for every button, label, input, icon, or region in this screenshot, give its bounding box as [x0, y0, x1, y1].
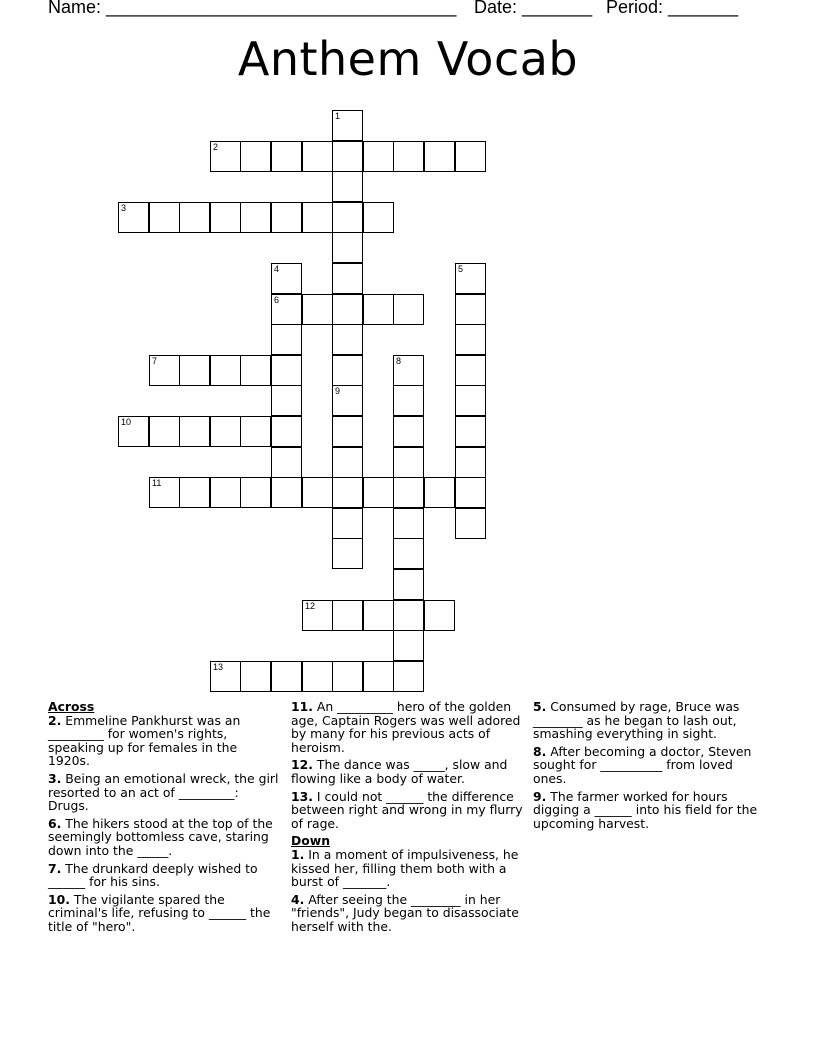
crossword-cell[interactable] [393, 294, 424, 325]
clue-number: 8 [396, 356, 402, 366]
clue-number: 3 [121, 203, 127, 213]
crossword-cell[interactable] [179, 355, 210, 386]
crossword-cell[interactable] [393, 508, 424, 539]
crossword-cell[interactable] [302, 477, 333, 508]
crossword-cell[interactable] [271, 324, 302, 355]
clue-number-label: 6. [48, 815, 62, 831]
crossword-cell[interactable] [332, 263, 363, 294]
clue-text: After seeing the ________ in her "friends", Judy began to disassociate herself with the. [291, 891, 519, 934]
crossword-cell[interactable] [271, 385, 302, 416]
crossword-cell[interactable] [271, 355, 302, 386]
crossword-cell[interactable] [271, 263, 302, 294]
clue-item [291, 758, 523, 785]
crossword-cell[interactable] [455, 263, 486, 294]
clue-item [48, 893, 280, 934]
crossword-cell[interactable] [455, 477, 486, 508]
clue-item [48, 817, 280, 858]
crossword-cell[interactable] [332, 600, 363, 631]
crossword-cell[interactable] [271, 202, 302, 233]
clue-text: Consumed by rage, Bruce was ________ as he began to lash out, smashing everything in sight. [533, 699, 740, 742]
across-heading: Across [48, 699, 95, 714]
clues-column-1 [48, 700, 280, 938]
name-field-label: Name: ___________________________________ [48, 0, 457, 17]
clue-number: 5 [458, 264, 464, 274]
down-heading: Down [291, 833, 331, 849]
crossword-cell[interactable] [210, 355, 241, 386]
clue-number-label: 1. [291, 846, 305, 862]
crossword-cell[interactable] [393, 630, 424, 661]
clue-number-label: 2. [48, 712, 62, 728]
crossword-cell[interactable] [179, 202, 210, 233]
crossword-cell[interactable] [332, 171, 363, 202]
clue-item [291, 848, 523, 889]
crossword-cell[interactable] [302, 141, 333, 172]
clue-number-label: 9. [533, 788, 547, 804]
crossword-cell[interactable] [424, 141, 455, 172]
crossword-cell[interactable] [393, 355, 424, 386]
crossword-cell[interactable] [179, 477, 210, 508]
crossword-cell[interactable] [210, 477, 241, 508]
clue-number-label: 3. [48, 770, 62, 786]
crossword-cell[interactable] [332, 110, 363, 141]
clue-number: 12 [305, 601, 316, 611]
page-title: Anthem Vocab [237, 32, 579, 86]
clue-item [48, 714, 280, 768]
crossword-cell[interactable] [455, 324, 486, 355]
crossword-cell[interactable] [393, 477, 424, 508]
crossword-cell[interactable] [149, 416, 180, 447]
crossword-cell[interactable] [332, 232, 363, 263]
crossword-cell[interactable] [363, 661, 394, 692]
clue-text: The vigilante spared the criminal's life, refusing to ______ the title of "hero". [48, 891, 271, 934]
crossword-cell[interactable] [240, 355, 271, 386]
date-field-label: Date: _______ [474, 0, 593, 17]
clue-number-label: 5. [533, 699, 547, 714]
crossword-cell[interactable] [149, 202, 180, 233]
crossword-cell[interactable] [393, 141, 424, 172]
crossword-cell[interactable] [271, 447, 302, 478]
clue-number: 2 [213, 142, 219, 152]
clue-item [533, 790, 765, 831]
crossword-cell[interactable] [179, 416, 210, 447]
crossword-cell[interactable] [393, 538, 424, 569]
clue-text: The farmer worked for hours digging a ______ into his field for the upcoming harvest. [533, 788, 758, 831]
crossword-cell[interactable] [455, 294, 486, 325]
clues-column-2 [291, 700, 523, 938]
crossword-cell[interactable] [240, 477, 271, 508]
clue-number: 10 [121, 417, 132, 427]
clue-number: 9 [335, 386, 341, 396]
crossword-cell[interactable] [332, 477, 363, 508]
crossword-cell[interactable] [363, 202, 394, 233]
clue-text: I could not ______ the difference between right and wrong in my flurry of rage. [291, 788, 523, 831]
crossword-cell[interactable] [393, 600, 424, 631]
crossword-cell[interactable] [332, 355, 363, 386]
clue-item [533, 745, 765, 786]
crossword-cell[interactable] [455, 355, 486, 386]
crossword-cell[interactable] [393, 447, 424, 478]
clue-number: 11 [152, 478, 162, 488]
clue-text: The hikers stood at the top of the seemingly bottomless cave, staring down into the _____. [48, 815, 273, 858]
crossword-cell[interactable] [332, 447, 363, 478]
clue-text: In a moment of impulsiveness, he kissed her, filling them both with a burst of _______. [291, 846, 519, 890]
crossword-cell[interactable] [240, 141, 271, 172]
crossword-cell[interactable] [332, 538, 363, 569]
clue-item [291, 893, 523, 934]
crossword-cell[interactable] [424, 600, 455, 631]
crossword-cell[interactable] [240, 202, 271, 233]
crossword-cell[interactable] [393, 416, 424, 447]
crossword-cell[interactable] [210, 202, 241, 233]
crossword-cell[interactable] [210, 416, 241, 447]
clue-number-label: 4. [291, 891, 305, 907]
crossword-cell[interactable] [210, 661, 241, 692]
crossword-cell[interactable] [393, 385, 424, 416]
clue-text: The dance was _____, slow and flowing like a body of water. [291, 757, 508, 786]
clue-item [48, 862, 280, 889]
crossword-cell[interactable] [332, 324, 363, 355]
crossword-cell[interactable] [393, 569, 424, 600]
crossword-cell[interactable] [363, 600, 394, 631]
clue-text: After becoming a doctor, Steven sought for __________ from loved ones. [533, 743, 752, 786]
clue-number: 6 [274, 295, 280, 305]
clue-number-label: 8. [533, 743, 547, 759]
crossword-cell[interactable] [302, 600, 333, 631]
crossword-cell[interactable] [271, 294, 302, 325]
clue-number: 13 [213, 662, 224, 672]
crossword-cell[interactable] [210, 141, 241, 172]
clue-number: 7 [152, 356, 158, 366]
crossword-cell[interactable] [363, 141, 394, 172]
crossword-cell[interactable] [332, 385, 363, 416]
clue-text: An _________ hero of the golden age, Captain Rogers was well adored by many for his previous acts of heroism. [291, 699, 521, 755]
crossword-cell[interactable] [332, 294, 363, 325]
crossword-cell[interactable] [332, 416, 363, 447]
crossword-cell[interactable] [455, 385, 486, 416]
crossword-cell[interactable] [118, 416, 149, 447]
clue-number-label: 12. [291, 757, 313, 773]
clue-item [291, 700, 523, 754]
clue-number: 1 [335, 111, 341, 121]
crossword-cell[interactable] [455, 508, 486, 539]
clue-item [533, 700, 765, 741]
crossword-cell[interactable] [332, 202, 363, 233]
crossword-cell[interactable] [240, 416, 271, 447]
crossword-cell[interactable] [149, 355, 180, 386]
clue-text: Being an emotional wreck, the girl resorted to an act of _________: Drugs. [48, 770, 279, 814]
crossword-cell[interactable] [149, 477, 180, 508]
clue-number-label: 11. [291, 699, 313, 714]
clues-column-3 [533, 700, 765, 834]
crossword-cell[interactable] [240, 661, 271, 692]
crossword-cell[interactable] [455, 416, 486, 447]
crossword-cell[interactable] [393, 661, 424, 692]
crossword-cell[interactable] [302, 202, 333, 233]
crossword-cell[interactable] [271, 477, 302, 508]
crossword-cell[interactable] [271, 416, 302, 447]
crossword-cell[interactable] [271, 141, 302, 172]
clue-number-label: 10. [48, 891, 70, 907]
crossword-cell[interactable] [424, 477, 455, 508]
clue-text: Emmeline Pankhurst was an _________ for women's rights, speaking up for females in the 1920s. [48, 712, 241, 769]
crossword-cell[interactable] [302, 661, 333, 692]
clue-item [48, 772, 280, 813]
crossword-cell[interactable] [332, 661, 363, 692]
crossword-cell[interactable] [455, 141, 486, 172]
crossword-cell[interactable] [332, 141, 363, 172]
crossword-cell[interactable] [302, 294, 333, 325]
crossword-cell[interactable] [118, 202, 149, 233]
crossword-cell[interactable] [455, 447, 486, 478]
crossword-cell[interactable] [363, 294, 394, 325]
clue-number-label: 13. [291, 788, 313, 804]
crossword-cell[interactable] [363, 477, 394, 508]
crossword-cell[interactable] [271, 661, 302, 692]
period-field-label: Period: _______ [606, 0, 739, 17]
clue-number: 4 [274, 264, 280, 274]
clue-text: The drunkard deeply wished to ______ for his sins. [48, 860, 258, 890]
crossword-cell[interactable] [332, 508, 363, 539]
clue-item [291, 790, 523, 831]
clue-number-label: 7. [48, 860, 62, 876]
